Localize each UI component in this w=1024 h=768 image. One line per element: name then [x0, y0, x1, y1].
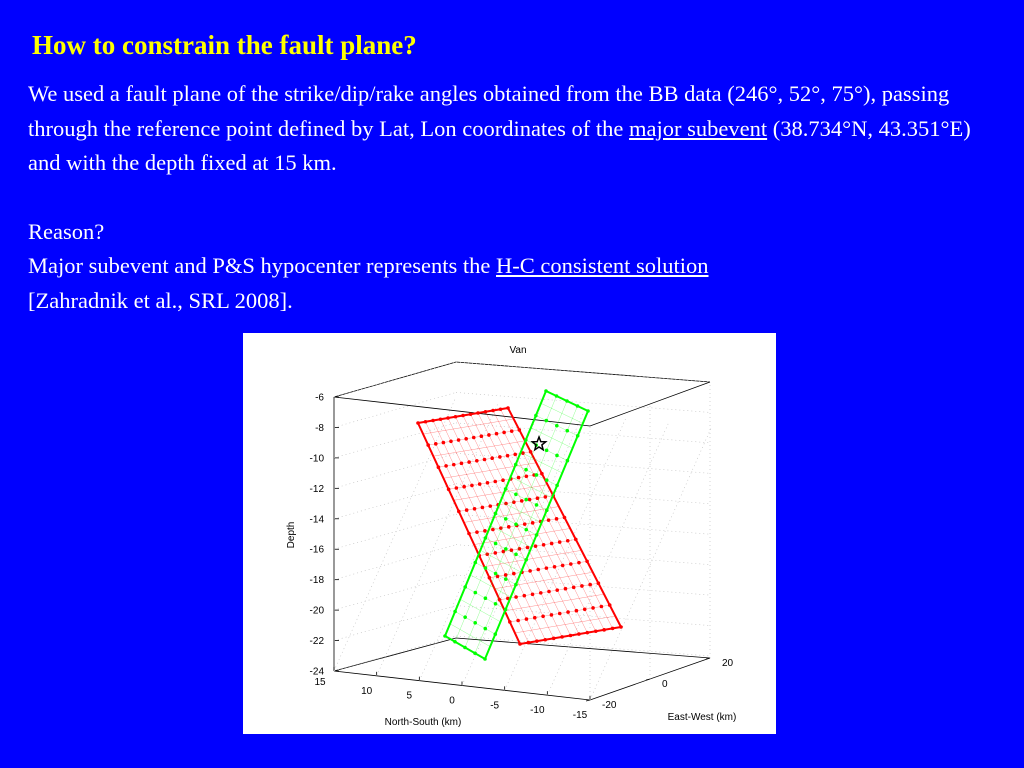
red-plane-point [600, 605, 604, 609]
box-edge-7 [334, 397, 590, 426]
red-plane-point [491, 409, 495, 413]
green-plane-point [545, 508, 549, 512]
green-plane-point [504, 608, 508, 612]
ns-tick-label: -15 [572, 710, 588, 721]
red-plane-point [467, 460, 471, 464]
green-plane-point [524, 438, 528, 442]
depth-grid-line-back [456, 606, 710, 626]
red-plane-point [457, 510, 461, 514]
green-plane-point [544, 389, 548, 393]
depth-tick-label: -16 [309, 544, 324, 556]
red-plane-point [536, 568, 540, 572]
red-plane-point [478, 482, 482, 486]
red-plane-point [608, 603, 612, 607]
ns-axis-label: North-South (km) [384, 717, 462, 728]
depth-tick-label: -20 [309, 605, 324, 617]
red-plane-point [483, 458, 487, 462]
green-plane-point [535, 473, 539, 477]
red-plane-grid-h [433, 441, 525, 456]
depth-tick-label: -8 [315, 422, 324, 434]
red-plane-point [442, 441, 446, 445]
green-plane-point [514, 493, 518, 497]
red-plane-grid-h [444, 463, 537, 479]
green-plane-point [535, 533, 539, 537]
red-plane-point [545, 566, 549, 570]
green-plane-point [545, 449, 549, 453]
red-plane-point [449, 440, 453, 444]
red-plane-point [470, 484, 474, 488]
paragraph-fault-plane [28, 77, 1003, 181]
red-plane-point [543, 638, 547, 642]
depth-grid-line [334, 453, 456, 488]
red-plane-point [518, 428, 522, 432]
red-plane-point [490, 456, 494, 460]
red-plane-point [476, 411, 480, 415]
green-plane-point [484, 596, 488, 600]
red-plane-point [558, 612, 562, 616]
depth-grid-line [334, 575, 456, 610]
red-plane-point [533, 616, 537, 620]
red-plane-point [487, 433, 491, 437]
red-plane-point [480, 434, 484, 438]
red-plane-point [498, 455, 502, 459]
depth-axis-label: Depth [286, 521, 297, 549]
ns-tick-label: 10 [361, 685, 373, 697]
red-plane-point [619, 625, 623, 629]
red-plane-point [495, 432, 499, 436]
red-plane-point [507, 525, 511, 529]
green-plane-point [453, 610, 457, 614]
red-plane-point [494, 551, 498, 555]
red-plane-grid-h [505, 594, 604, 611]
green-plane-point [555, 424, 559, 428]
red-plane-point [431, 419, 435, 423]
paragraph-fault-plane-part2: (38.734°N, 43.351°E) and with the depth fixed at 15 km. [28, 115, 971, 175]
plot-title: Van [509, 345, 527, 356]
red-plane-point [525, 475, 529, 479]
slide-body [28, 77, 1003, 318]
fault-plane-figure [243, 333, 776, 734]
red-plane-point [424, 420, 428, 424]
depth-tick-label: -24 [309, 666, 324, 678]
ns-tick-label: 0 [449, 695, 455, 707]
major-subevent-link[interactable]: major subevent [629, 115, 768, 141]
green-plane-point [483, 657, 487, 661]
red-plane-point [491, 528, 495, 532]
red-plane-point [528, 569, 532, 573]
green-plane-point [545, 478, 549, 482]
red-plane-point [460, 462, 464, 466]
red-plane-point [555, 517, 559, 521]
red-plane-point [444, 464, 448, 468]
depth-grid-line [334, 392, 456, 427]
green-plane-point [555, 454, 559, 458]
red-plane-point [484, 410, 488, 414]
red-plane-grid-h [495, 572, 593, 589]
ew-tick-label: 20 [722, 658, 734, 669]
box-edge-1 [334, 638, 456, 671]
red-plane-point [472, 436, 476, 440]
green-plane-point [565, 429, 569, 433]
red-plane-point [461, 414, 465, 418]
red-plane-point [434, 442, 438, 446]
red-plane-point [485, 552, 489, 556]
red-plane-point [563, 516, 567, 520]
red-plane-point [512, 572, 516, 576]
red-plane-point [513, 453, 517, 457]
red-plane-point [566, 610, 570, 614]
red-plane-point [498, 598, 502, 602]
red-plane-point [555, 588, 559, 592]
depth-grid-line [334, 484, 456, 519]
red-plane-point [502, 431, 506, 435]
green-plane-point [494, 542, 498, 546]
red-plane-point [486, 481, 490, 485]
ns-tick-label: -10 [530, 705, 545, 717]
red-plane-point [514, 595, 518, 599]
red-plane-point [523, 522, 527, 526]
red-plane-point [550, 542, 554, 546]
green-plane-point [514, 522, 518, 526]
box-edge-4 [456, 638, 710, 658]
red-plane-point [531, 592, 535, 596]
green-plane-point [443, 634, 447, 638]
red-plane-point [457, 438, 461, 442]
green-plane-point [514, 583, 518, 587]
ns-grid-line [377, 402, 499, 676]
ns-tick-label: 15 [314, 677, 326, 688]
green-plane-point [524, 528, 528, 532]
ew-axis-label: East-West (km) [667, 712, 737, 723]
red-plane-point [499, 407, 503, 411]
red-plane-point [611, 627, 615, 631]
ns-tick-label: 5 [406, 690, 413, 702]
red-plane-point [531, 521, 535, 525]
box-edge-5 [334, 362, 456, 397]
red-plane-point [572, 586, 576, 590]
green-plane-point [473, 651, 477, 655]
green-plane-point [514, 553, 518, 557]
green-plane-point [463, 646, 467, 650]
green-plane-point [576, 404, 580, 408]
green-plane-point [586, 409, 590, 413]
red-plane-point [529, 450, 533, 454]
ns-grid-line [505, 416, 627, 690]
red-plane-point [591, 606, 595, 610]
ew-tick-label: -20 [602, 700, 617, 711]
red-plane-point [439, 417, 443, 421]
red-plane-point [569, 634, 573, 638]
depth-tick-label: -18 [309, 575, 324, 587]
green-plane-point [463, 585, 467, 589]
red-plane-point [552, 637, 556, 641]
hc-consistent-solution-link[interactable]: H-C consistent solution [496, 253, 709, 278]
red-plane-point [525, 617, 529, 621]
red-plane-point [520, 499, 524, 503]
green-plane-point [555, 484, 559, 488]
red-plane-point [577, 561, 581, 565]
red-plane-point [561, 564, 565, 568]
red-plane-point [577, 632, 581, 636]
green-plane-point [453, 640, 457, 644]
green-plane-point [494, 632, 498, 636]
green-plane-point [565, 399, 569, 403]
red-plane-point [452, 463, 456, 467]
red-plane-point [574, 538, 578, 542]
reason-label: Reason? [28, 218, 105, 244]
ew-tick [586, 700, 590, 701]
depth-grid-line [334, 545, 456, 580]
red-plane-point [544, 495, 548, 499]
green-plane-point [555, 394, 559, 398]
green-plane-point [494, 512, 498, 516]
green-plane-point [474, 591, 478, 595]
red-plane-point [535, 639, 539, 643]
depth-tick-label: -22 [309, 636, 324, 648]
red-plane-point [569, 562, 573, 566]
red-plane-point [465, 508, 469, 512]
paragraph-reason-part1: Major subevent and P&S hypocenter represents the [28, 253, 497, 278]
hypocenter-star-icon [532, 437, 545, 450]
red-plane-point [583, 608, 587, 612]
red-plane-point [602, 628, 606, 632]
citation: [Zahradnik et al., SRL 2008]. [28, 287, 293, 313]
green-plane-point [504, 577, 508, 581]
ew-tick-label: 0 [662, 679, 668, 690]
red-plane-point [575, 609, 579, 613]
red-plane-point [540, 472, 544, 476]
red-plane-point [547, 518, 551, 522]
green-plane-point [534, 414, 538, 418]
paragraph-reason [28, 249, 1003, 318]
green-plane-point [474, 561, 478, 565]
green-plane-point [504, 517, 508, 521]
red-plane-point [541, 615, 545, 619]
ns-grid-line [590, 426, 712, 700]
slide-title: How to constrain the fault plane? [32, 30, 417, 60]
red-plane-point [481, 506, 485, 510]
green-plane-point [514, 463, 518, 467]
ew-tick [646, 679, 650, 680]
depth-tick-label: -10 [309, 453, 324, 465]
red-plane-point [510, 429, 514, 433]
red-plane-point [488, 576, 492, 580]
red-plane-point [454, 415, 458, 419]
red-plane-point [475, 459, 479, 463]
green-plane-point [524, 468, 528, 472]
red-plane-point [566, 539, 570, 543]
depth-grid-line [334, 423, 456, 458]
paragraph-fault-plane-part1: We used a fault plane of the strike/dip/rake angles obtained from the BB data (246°, 52°, 75°), passing through the reference point defined by Lat, Lon coordinates of the [28, 81, 950, 141]
depth-grid-line-back [456, 453, 710, 473]
box-edge-8 [590, 382, 710, 426]
green-plane-point [566, 459, 570, 463]
green-plane-point [504, 547, 508, 551]
red-plane-point [523, 594, 527, 598]
red-plane-point [586, 631, 590, 635]
red-plane-point [508, 620, 512, 624]
red-plane-point [446, 416, 450, 420]
red-plane-point [534, 544, 538, 548]
ns-tick-label: -5 [490, 700, 500, 712]
red-plane-point [518, 642, 522, 646]
red-plane-point [517, 476, 521, 480]
ew-tick [706, 658, 710, 659]
red-plane-point [542, 543, 546, 547]
red-plane-point [483, 529, 487, 533]
red-plane-point [462, 485, 466, 489]
red-plane-point [585, 560, 589, 564]
green-plane-point [494, 572, 498, 576]
red-plane-point [553, 565, 557, 569]
red-plane-point [426, 443, 430, 447]
red-plane-point [594, 629, 598, 633]
red-plane-point [469, 412, 473, 416]
red-plane-point [539, 591, 543, 595]
green-plane-point [576, 434, 580, 438]
red-plane-point [467, 532, 471, 536]
red-plane-point [580, 584, 584, 588]
green-plane-point [545, 419, 549, 423]
depth-grid-line-back [456, 423, 710, 443]
red-plane-point [473, 507, 477, 511]
red-plane-point [437, 465, 441, 469]
fault-plane-3d-plot [243, 333, 776, 734]
red-plane-point [516, 619, 520, 623]
red-plane-point [493, 480, 497, 484]
red-plane-point [447, 488, 451, 492]
red-plane-point [558, 540, 562, 544]
green-plane-point [483, 627, 487, 631]
green-plane-point [484, 536, 488, 540]
red-plane-point [597, 581, 601, 585]
red-plane-point [506, 454, 510, 458]
red-plane-point [464, 437, 468, 441]
red-plane-point [510, 548, 514, 552]
red-plane-point [527, 641, 531, 645]
green-plane-point [524, 558, 528, 562]
depth-grid-line [334, 514, 456, 549]
red-plane-point [501, 478, 505, 482]
green-plane-point [524, 498, 528, 502]
green-plane-point [484, 566, 488, 570]
red-plane-point [455, 486, 459, 490]
red-plane-point [475, 530, 479, 534]
green-plane-point [504, 487, 508, 491]
green-plane-point [473, 621, 477, 625]
red-plane-point [560, 635, 564, 639]
red-plane-point [588, 583, 592, 587]
red-plane-point [547, 590, 551, 594]
depth-tick-label: -14 [309, 514, 324, 526]
red-plane-point [550, 613, 554, 617]
red-plane-point [564, 587, 568, 591]
ns-grid-line [334, 397, 456, 671]
depth-tick-label: -12 [309, 483, 324, 495]
red-plane-point [488, 504, 492, 508]
green-plane-point [535, 503, 539, 507]
green-plane-point [494, 602, 498, 606]
red-plane-point [506, 406, 510, 410]
green-plane-point [463, 615, 467, 619]
red-plane-grid-h [484, 550, 581, 566]
depth-tick-label: -6 [315, 392, 324, 404]
red-plane-point [416, 421, 420, 425]
